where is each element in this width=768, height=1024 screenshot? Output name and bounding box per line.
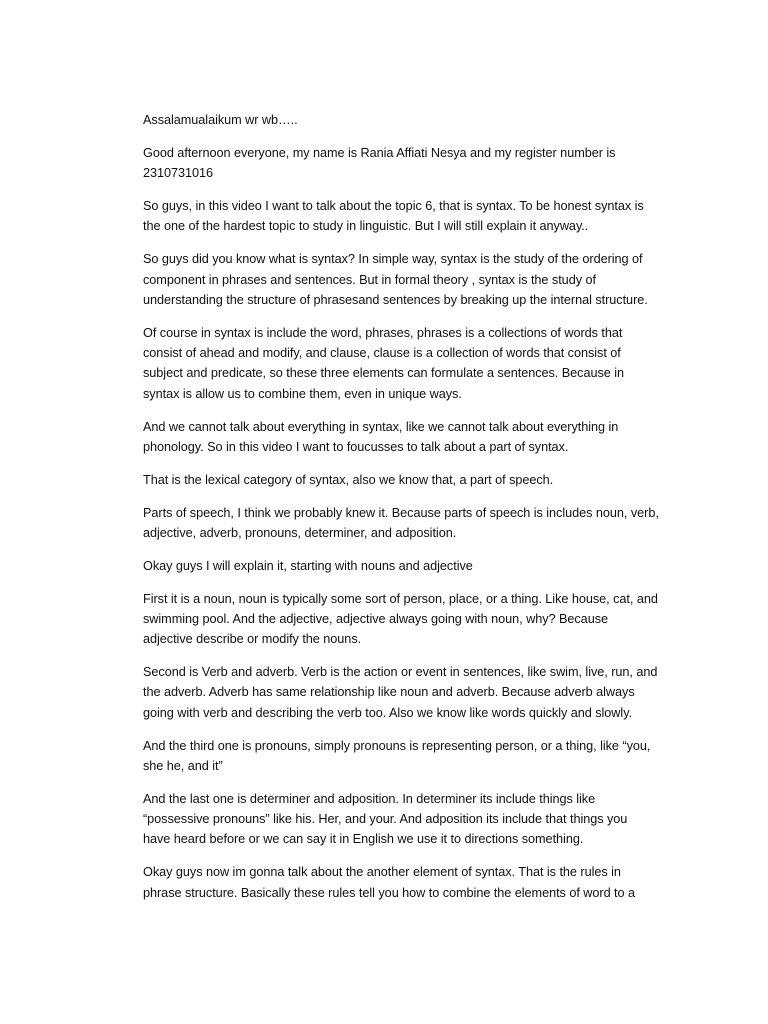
paragraph-introduction <box>143 143 663 184</box>
text-line: phrase structure. Basically these rules tell you how to combine the elements of word to a <box>143 885 636 900</box>
text-line: So guys did you know what is syntax? In simple way, syntax is the study of the ordering of <box>143 252 643 267</box>
text-line: 2310731016 <box>143 166 214 181</box>
paragraph-greeting <box>143 110 663 130</box>
text-line: swimming pool. And the adjective, adjective always going with noun, why? Because <box>143 611 608 626</box>
paragraph-syntax-definition <box>143 249 663 310</box>
text-line: Okay guys now im gonna talk about the another element of syntax. That is the rules in <box>143 865 621 880</box>
text-line: syntax is allow us to combine them, even in unique ways. <box>143 386 462 401</box>
document-body <box>143 110 663 916</box>
text-line: And the third one is pronouns, simply pronouns is representing person, or a thing, like “you, <box>143 738 651 753</box>
paragraph-phrase-structure <box>143 862 663 903</box>
text-line: consist of ahead and modify, and clause, clause is a collection of words that consist of <box>143 346 621 361</box>
text-line: “possessive pronouns” like his. Her, and your. And adposition its include that things you <box>143 812 628 827</box>
text-line: adjective, adverb, pronouns, determiner, and adposition. <box>143 525 457 540</box>
paragraph-pronouns <box>143 736 663 777</box>
text-line: Good afternoon everyone, my name is Rania Affiati Nesya and my register number is <box>143 145 616 160</box>
paragraph-verb-adverb <box>143 662 663 723</box>
paragraph-topic <box>143 196 663 237</box>
paragraph-explain-start <box>143 556 663 576</box>
text-line: the one of the hardest topic to study in linguistic. But I will still explain it anyway.. <box>143 219 589 234</box>
paragraph-determiner-adposition <box>143 789 663 850</box>
text-line: Of course in syntax is include the word, phrases, phrases is a collections of words that <box>143 325 623 340</box>
text-line: have heard before or we can say it in English we use it to directions something. <box>143 832 584 847</box>
text-line: she he, and it” <box>143 758 223 773</box>
text-line: component in phrases and sentences. But in formal theory , syntax is the study of <box>143 272 596 287</box>
paragraph-syntax-elements <box>143 323 663 404</box>
text-line: And we cannot talk about everything in syntax, like we cannot talk about everything in <box>143 419 619 434</box>
text-line: subject and predicate, so these three elements can formulate a sentences. Because in <box>143 366 625 381</box>
paragraph-parts-of-speech <box>143 503 663 544</box>
text-line: That is the lexical category of syntax, also we know that, a part of speech. <box>143 472 554 487</box>
text-line: the adverb. Adverb has same relationship like noun and adverb. Because adverb always <box>143 685 635 700</box>
text-line: adjective describe or modify the nouns. <box>143 632 362 647</box>
text-line: And the last one is determiner and adposition. In determiner its include things like <box>143 791 596 806</box>
text-line: First it is a noun, noun is typically some sort of person, place, or a thing. Like house, cat, and <box>143 591 658 606</box>
text-line: Second is Verb and adverb. Verb is the action or event in sentences, like swim, live, run, and <box>143 665 658 680</box>
text-line: So guys, in this video I want to talk about the topic 6, that is syntax. To be honest syntax is <box>143 199 644 214</box>
text-line: phonology. So in this video I want to foucusses to talk about a part of syntax. <box>143 439 569 454</box>
text-line: Parts of speech, I think we probably knew it. Because parts of speech is includes noun, verb, <box>143 505 659 520</box>
text-line: Okay guys I will explain it, starting with nouns and adjective <box>143 558 473 573</box>
text-line: going with verb and describing the verb too. Also we know like words quickly and slowly. <box>143 705 633 720</box>
paragraph-noun-adjective <box>143 589 663 650</box>
paragraph-lexical-category <box>143 470 663 490</box>
paragraph-scope <box>143 417 663 458</box>
text-line: Assalamualaikum wr wb….. <box>143 113 298 127</box>
text-line: understanding the structure of phrasesand sentences by breaking up the internal structure. <box>143 292 648 307</box>
